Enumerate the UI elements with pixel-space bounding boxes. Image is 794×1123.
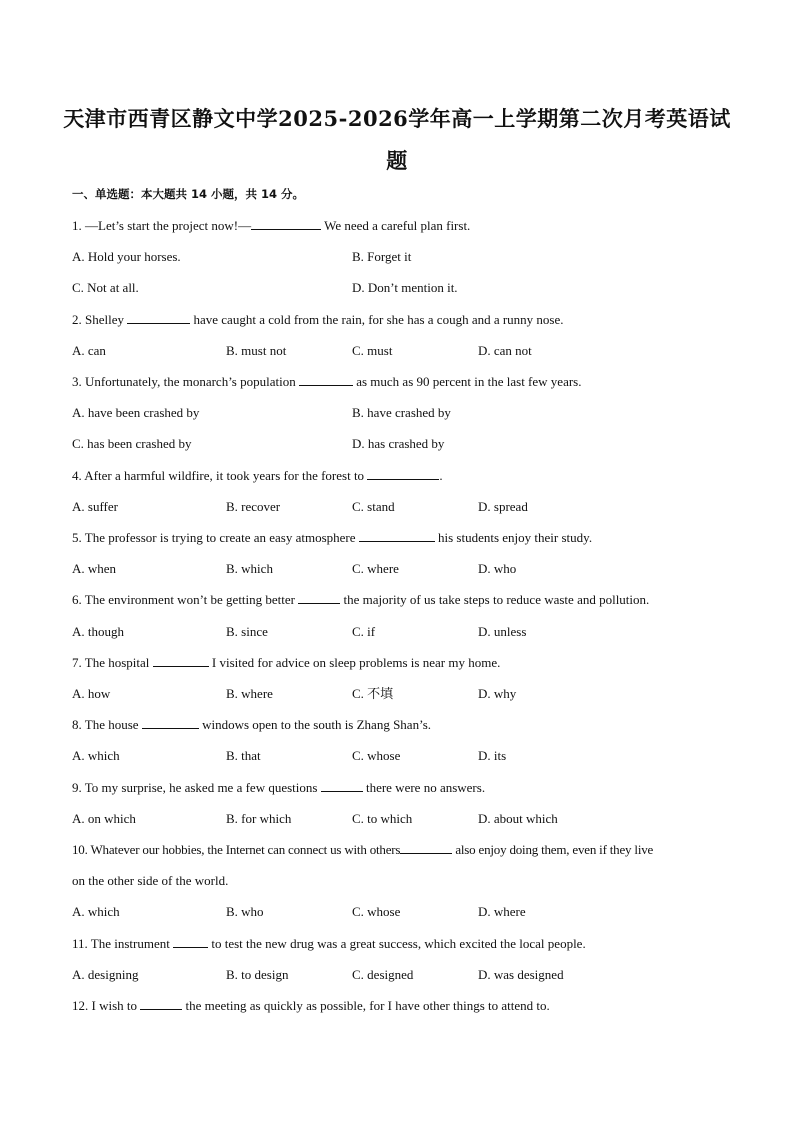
exam-title: 天津市西青区静文中学2025-2026学年高一上学期第二次月考英语试 [63,106,731,131]
answer-blank [367,467,439,480]
question-10-continued: on the other side of the world. [72,873,229,888]
option-a: A. Hold your horses. [72,249,181,264]
option-a: A. when [72,561,117,576]
option-d: D. about which [478,811,558,826]
option-b: B. have crashed by [352,405,451,420]
option-b: B. must not [226,343,287,358]
option-a: A. designing [72,967,139,982]
question-12: 12. I wish to the meeting as quickly as possible, for I have other things to attend to. [72,998,550,1013]
answer-blank [173,935,208,948]
option-c: C. designed [352,967,414,982]
option-b: B. that [226,748,261,763]
option-d: D. Don’t mention it. [352,280,458,295]
question-7: 7. The hospital I visited for advice on sleep problems is near my home. [72,655,501,670]
option-c: C. Not at all. [72,280,139,295]
question-1: 1. —Let’s start the project now!— We need a careful plan first. [72,218,471,233]
option-c: C. where [352,561,399,576]
option-a: A. which [72,748,120,763]
option-d: D. was designed [478,967,564,982]
answer-blank [127,311,190,324]
answer-blank [298,591,340,604]
option-b: B. who [226,904,264,919]
option-b: B. for which [226,811,292,826]
option-c: C. stand [352,499,395,514]
answer-blank [359,529,435,542]
exam-title-continued: 题 [386,148,408,173]
question-8: 8. The house windows open to the south is Zhang Shan’s. [72,717,431,732]
question-9: 9. To my surprise, he asked me a few questions there were no answers. [72,780,486,795]
option-c: C. to which [352,811,413,826]
option-d: D. can not [478,343,532,358]
option-a: A. though [72,624,124,639]
answer-blank [400,841,452,854]
option-d: D. who [478,561,517,576]
question-4: 4. After a harmful wildfire, it took years for the forest to . [72,468,443,483]
option-a: A. which [72,904,120,919]
option-c: C. if [352,624,376,639]
option-c: C. must [352,343,393,358]
option-b: B. which [226,561,273,576]
question-3: 3. Unfortunately, the monarch’s population as much as 90 percent in the last few years. [72,374,582,389]
answer-blank [153,654,209,667]
answer-blank [299,373,353,386]
option-d: D. its [478,748,507,763]
option-c: C. 不填 [352,686,394,701]
option-a: A. how [72,686,111,701]
question-10: 10. Whatever our hobbies, the Internet can connect us with others also enjoy doing them, even if they live [72,842,654,857]
section-heading: 一、单选题：本大题共 14 小题，共 14 分。 [72,187,305,201]
option-b: B. where [226,686,273,701]
option-d: D. spread [478,499,528,514]
option-a: A. suffer [72,499,118,514]
option-a: A. have been crashed by [72,405,200,420]
answer-blank [251,217,321,230]
option-b: B. since [226,624,268,639]
question-11: 11. The instrument to test the new drug was a great success, which excited the local people. [72,936,586,951]
option-d: D. unless [478,624,527,639]
question-5: 5. The professor is trying to create an easy atmosphere his students enjoy their study. [72,530,593,545]
option-b: B. Forget it [352,249,412,264]
option-c: C. has been crashed by [72,436,192,451]
option-b: B. to design [226,967,289,982]
option-c: C. whose [352,748,401,763]
option-b: B. recover [226,499,281,514]
option-c: C. whose [352,904,401,919]
answer-blank [321,779,363,792]
option-a: A. on which [72,811,136,826]
option-a: A. can [72,343,106,358]
option-d: D. where [478,904,526,919]
question-2: 2. Shelley have caught a cold from the rain, for she has a cough and a runny nose. [72,312,564,327]
answer-blank [140,997,182,1010]
question-6: 6. The environment won’t be getting better the majority of us take steps to reduce waste and pollution. [72,592,650,607]
option-d: D. why [478,686,517,701]
answer-blank [142,716,199,729]
option-d: D. has crashed by [352,436,445,451]
